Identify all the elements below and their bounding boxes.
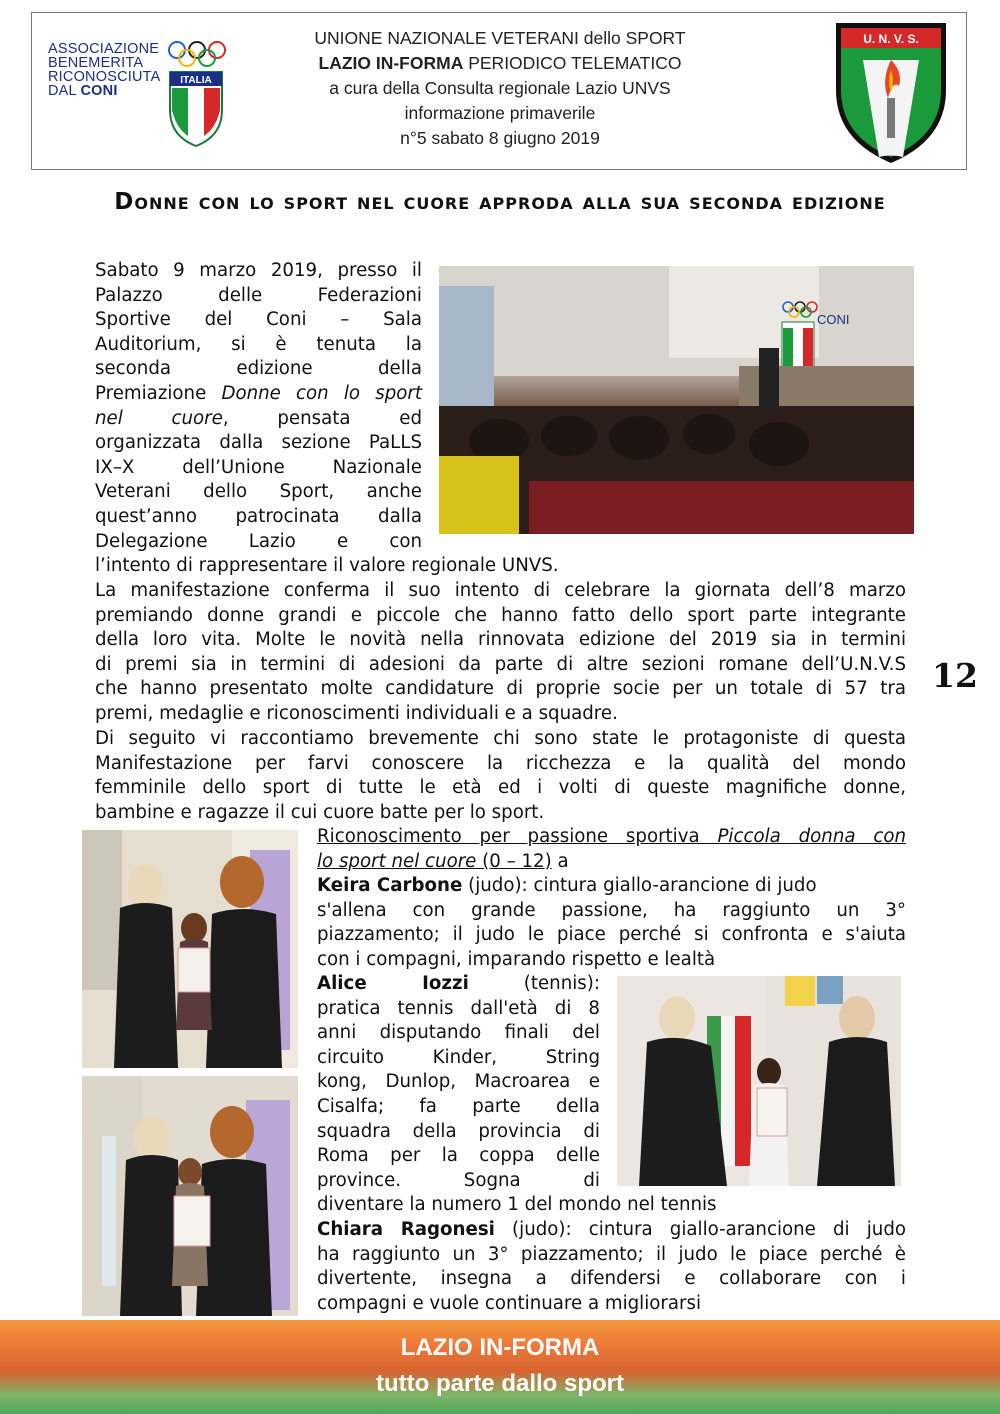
keira-award-photo — [82, 830, 298, 1068]
coni-wall-sign: CONI — [817, 312, 850, 327]
text-line: premiando donne grandi e piccole che hanno fatto dello sport parte integrante — [95, 604, 906, 626]
alice-award-photo-illustration — [617, 976, 901, 1186]
text-line: province. Sogna di — [317, 1169, 600, 1191]
text-line: Premiazione Donne con lo sport — [95, 382, 422, 404]
paragraph-3 — [95, 727, 906, 825]
text-line: premi, medaglie e riconoscimenti individuali e a squadre. — [95, 702, 618, 724]
alice-award-photo — [617, 976, 901, 1186]
text-line: Veterani dello Sport, anche — [95, 481, 422, 503]
award-heading-underline: lo sport nel cuore (0 – 12) — [317, 850, 552, 872]
chiara-award-photo-illustration — [82, 1076, 298, 1316]
award-title-italic: Donne con lo sport — [221, 382, 422, 404]
unvs-shield-logo-icon — [833, 20, 949, 166]
assoc-line-dal: DAL CONI — [48, 83, 118, 99]
text-line: Sportive del Coni – Sala — [95, 309, 422, 331]
athlete-name: Alice Iozzi — [317, 973, 469, 994]
award-heading — [317, 825, 906, 874]
text-line: femminile dello sport di tutte le età ed i volti di queste magnifiche donne, — [95, 777, 906, 799]
text-line: lo sport nel cuore (0 – 12) a — [317, 850, 569, 872]
assoc-line: BENEMERITA — [48, 55, 144, 71]
text-line: La manifestazione conferma il suo intento di celebrare la giornata dell’8 marzo — [95, 580, 906, 601]
text-line: squadra della provincia di — [317, 1120, 600, 1142]
text-line: IX–X dell’Unione Nazionale — [95, 456, 422, 478]
text-line — [317, 825, 906, 850]
alice-last-line: diventare la numero 1 del mondo nel tennis — [317, 1194, 717, 1215]
assoc-line: RICONOSCIUTA — [48, 69, 161, 85]
text-line: di premi sia in termini di adesioni da parte di altre sezioni romane dell’U.N.V.S — [95, 653, 906, 675]
auditorium-photo — [439, 266, 914, 534]
assoc-line: ASSOCIAZIONE — [48, 41, 160, 57]
page-number: 12 — [932, 656, 978, 695]
intro-last-line: l’intento di rappresentare il valore regionale UNVS. — [95, 555, 559, 576]
header-line-2 — [260, 51, 740, 76]
article-title: Donne con lo sport nel cuore approda alla sua seconda edizione — [114, 189, 886, 215]
header-lines — [260, 26, 740, 151]
text-line: seconda edizione della — [95, 358, 422, 380]
text-line: nel cuore, pensata ed — [95, 407, 422, 429]
header-line-2-rest: PERIODICO TELEMATICO — [463, 53, 682, 73]
chiara-award-photo — [82, 1076, 298, 1316]
header-line-5: n°5 sabato 8 giugno 2019 — [400, 128, 600, 148]
text-line: Delegazione Lazio e con — [95, 530, 422, 552]
text-line: s'allena con grande passione, ha raggiunto un 3° — [317, 899, 906, 921]
assoc-coni: CONI — [80, 83, 118, 99]
text-line: ha raggiunto un 3° piazzamento; il judo le piace perché è — [317, 1243, 906, 1265]
olympic-rings-icon — [166, 40, 228, 70]
footer-text — [0, 1330, 1000, 1402]
text-line: che hanno presentato molte candidature di proprie socie per un totale di 57 tra — [95, 678, 906, 700]
text-line: kong, Dunlop, Macroarea e — [317, 1071, 600, 1093]
award-title-italic: nel cuore — [95, 407, 223, 429]
footer-line-2: tutto parte dallo sport — [376, 1370, 624, 1397]
text-line: divertente, insegna a difendersi e collaborare con i — [317, 1268, 906, 1290]
text-line: Auditorium, si è tenuta la — [95, 333, 422, 355]
text-line: pratica tennis dall'età di 8 — [317, 997, 600, 1019]
text-line: Sabato 9 marzo 2019, presso il — [95, 260, 422, 281]
auditorium-photo-illustration — [439, 266, 914, 534]
text-line: compagni e vuole continuare a migliorarsi — [317, 1292, 702, 1314]
footer-line-1: LAZIO IN-FORMA — [400, 1334, 600, 1361]
header-line-3: a cura della Consulta regionale Lazio UNVS — [329, 78, 671, 98]
text-line: Palazzo delle Federazioni — [95, 284, 422, 306]
text-line: organizzata dalla sezione PaLLS — [95, 432, 422, 454]
text-line: quest’anno patrocinata dalla — [95, 505, 422, 527]
chiara-paragraph — [317, 1218, 906, 1316]
keira-award-photo-illustration — [82, 830, 298, 1068]
text-line: Di seguito vi raccontiamo brevemente chi sono state le protagoniste di questa — [95, 728, 906, 749]
header-line-1: UNIONE NAZIONALE VETERANI dello SPORT — [314, 28, 686, 48]
text-line: Cisalfa; fa parte della — [317, 1095, 600, 1117]
text-line: della loro vita. Molte le novità nella rinnovata edizione del 2019 sia in termini — [95, 629, 906, 651]
text-line: anni disputando finali del — [317, 1022, 600, 1044]
text-line: bambine e ragazze il cui cuore batte per lo sport. — [95, 801, 545, 823]
text-line: Roma per la coppa delle — [317, 1145, 600, 1167]
unvs-label: U. N. V. S. — [863, 32, 919, 46]
text-line: Chiara Ragonesi (judo): cintura giallo-arancione di judo — [317, 1219, 906, 1240]
alice-paragraph — [317, 972, 600, 1193]
text-line: circuito Kinder, String — [317, 1046, 600, 1068]
coni-association-text — [48, 42, 168, 98]
award-heading-underline: Riconoscimento per passione sportiva Piccola donna con — [317, 826, 906, 847]
coni-italia-shield-icon — [168, 70, 224, 148]
text-line: Alice Iozzi (tennis): — [317, 973, 600, 994]
paragraph-2 — [95, 579, 906, 727]
text-line: Manifestazione per farvi conoscere la ricchezza e la qualità del mondo — [95, 752, 906, 774]
athlete-name: Chiara Ragonesi — [317, 1219, 495, 1240]
text-line: piazzamento; il judo le piace perché si confronta e s'aiuta — [317, 924, 906, 946]
coni-italia-label: ITALIA — [180, 75, 212, 86]
athlete-name: Keira Carbone — [317, 875, 463, 896]
text-line: Keira Carbone (judo): cintura giallo-arancione di judo — [317, 875, 817, 896]
intro-paragraph — [95, 259, 422, 554]
text-line: con i compagni, imparando rispetto e lealtà — [317, 948, 716, 970]
header-line-2-bold: LAZIO IN-FORMA — [318, 53, 464, 73]
header-line-4: informazione primaverile — [404, 103, 596, 123]
keira-paragraph — [317, 874, 906, 972]
